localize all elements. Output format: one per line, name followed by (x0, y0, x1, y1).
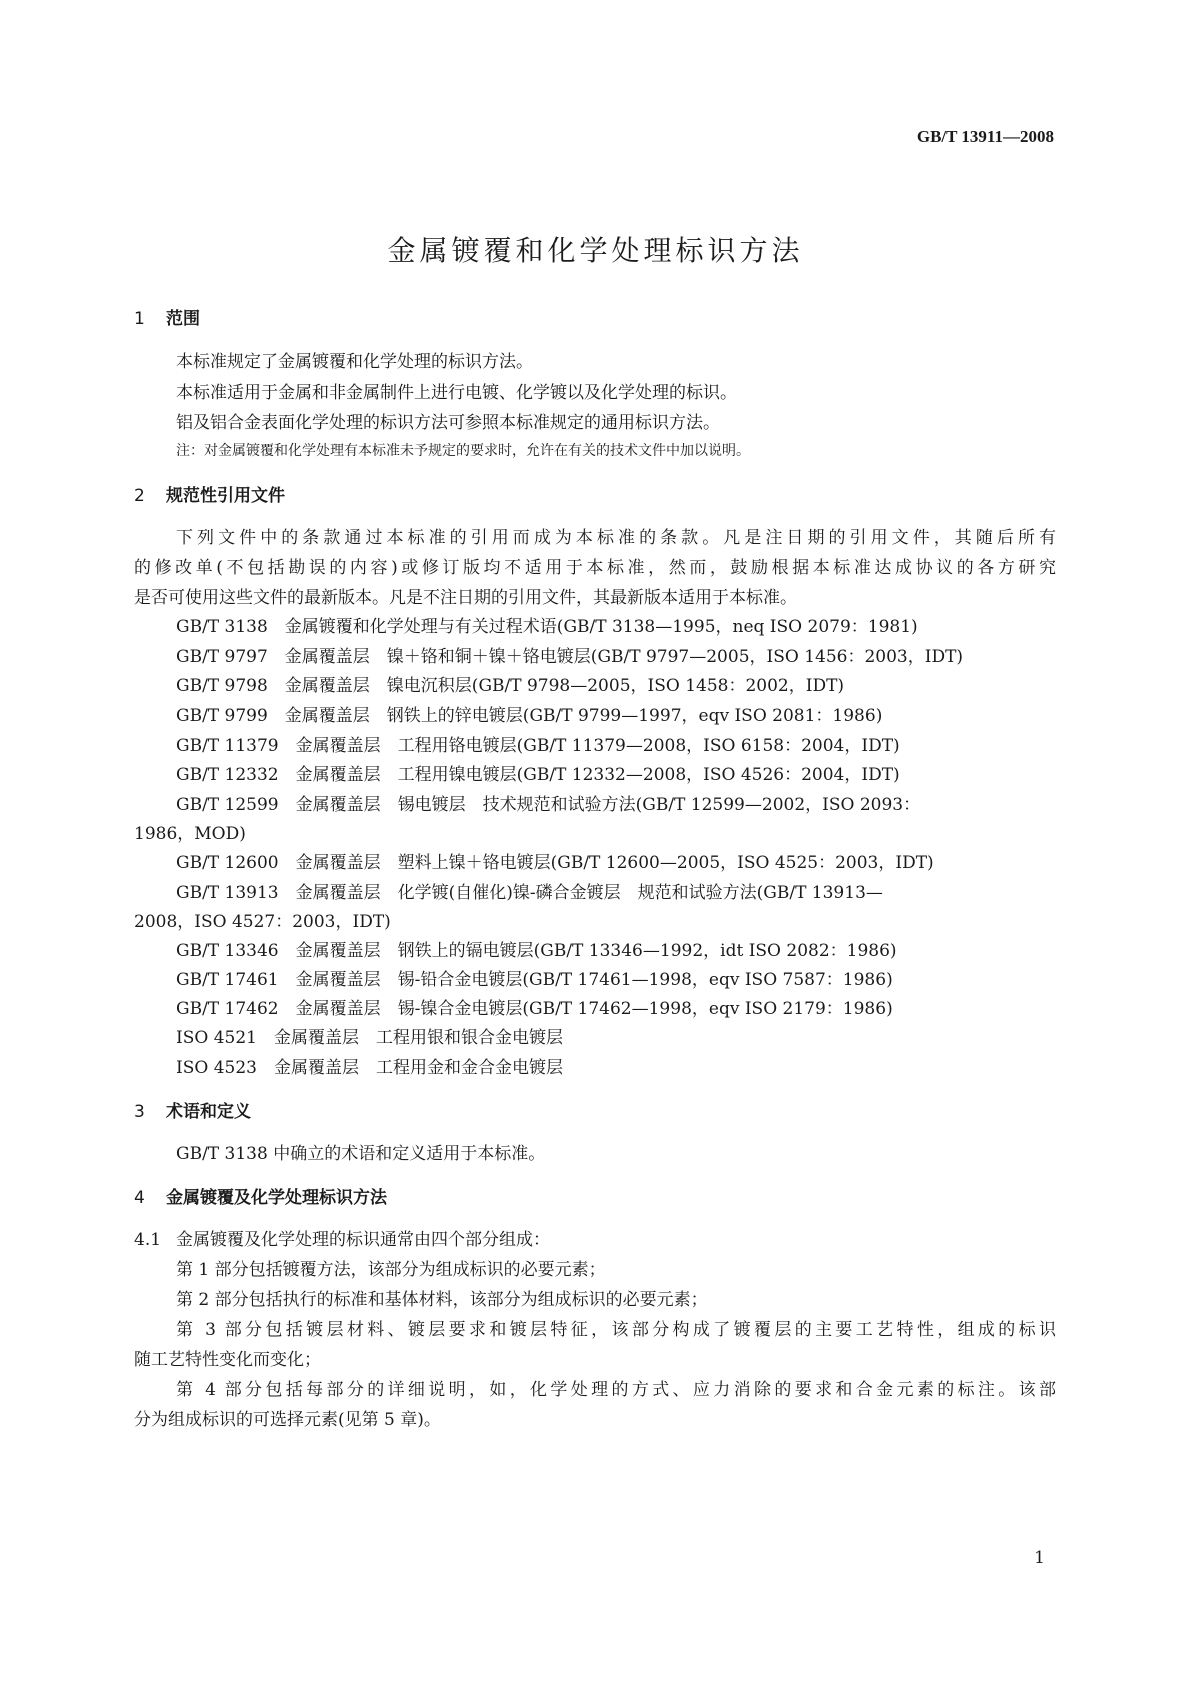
paragraph-line: 分为组成标识的可选择元素(见第 5 章)。 (134, 1410, 441, 1430)
section-number: 4 (134, 1188, 145, 1208)
paragraph: 本标准适用于金属和非金属制件上进行电镀、化学镀以及化学处理的标识。 (176, 383, 737, 403)
section-number: 1 (134, 309, 145, 329)
reference-item-continued: 1986，MOD) (134, 824, 246, 844)
paragraph: GB/T 3138 中确立的术语和定义适用于本标准。 (176, 1144, 546, 1164)
paragraph: 本标准规定了金属镀覆和化学处理的标识方法。 (176, 352, 533, 372)
reference-item: ISO 4521 金属覆盖层 工程用银和银合金电镀层 (176, 1028, 563, 1048)
section-title: 金属镀覆及化学处理标识方法 (166, 1188, 387, 1208)
clause-text: 金属镀覆及化学处理的标识通常由四个部分组成： (176, 1230, 550, 1250)
section-title: 规范性引用文件 (166, 486, 285, 506)
reference-item: GB/T 9797 金属覆盖层 镍＋铬和铜＋镍＋铬电镀层(GB/T 9797—2005，ISO 1456：2003，IDT) (176, 647, 964, 667)
reference-item: GB/T 13913 金属覆盖层 化学镀(自催化)镍-磷合金镀层 规范和试验方法(GB/T 13913— (176, 883, 883, 903)
standard-number: GB/T 13911—2008 (916, 127, 1054, 146)
paragraph-line: 第 3 部分包括镀层材料、镀层要求和镀层特征，该部分构成了镀覆层的主要工艺特性，组成的标识 (176, 1320, 1056, 1340)
reference-item: GB/T 9799 金属覆盖层 钢铁上的锌电镀层(GB/T 9799—1997，eqv ISO 2081：1986) (176, 706, 883, 726)
reference-item-continued: 2008，ISO 4527：2003，IDT) (134, 912, 391, 932)
reference-item: GB/T 17461 金属覆盖层 锡-铅合金电镀层(GB/T 17461—1998，eqv ISO 7587：1986) (176, 970, 893, 990)
section-number: 3 (134, 1102, 145, 1122)
section-title: 术语和定义 (166, 1102, 251, 1122)
reference-item: GB/T 12332 金属覆盖层 工程用镍电镀层(GB/T 12332—2008，ISO 4526：2004，IDT) (176, 765, 900, 785)
paragraph: 第 2 部分包括执行的标准和基体材料，该部分为组成标识的必要元素； (176, 1290, 708, 1310)
reference-item: GB/T 12600 金属覆盖层 塑料上镍＋铬电镀层(GB/T 12600—2005，ISO 4525：2003，IDT) (176, 853, 934, 873)
section-1-heading (134, 304, 200, 329)
clause-4-1 (134, 1225, 550, 1250)
section-2-heading (134, 481, 285, 506)
paragraph-line: 第 4 部分包括每部分的详细说明，如，化学处理的方式、应力消除的要求和合金元素的标注。该部 (176, 1380, 1056, 1400)
section-title: 范围 (166, 309, 200, 329)
reference-item: GB/T 11379 金属覆盖层 工程用铬电镀层(GB/T 11379—2008，ISO 6158：2004，IDT) (176, 736, 900, 756)
note: 注：对金属镀覆和化学处理有本标准未予规定的要求时，允许在有关的技术文件中加以说明。 (176, 443, 750, 459)
clause-number: 4.1 (134, 1230, 162, 1250)
section-number: 2 (134, 486, 145, 506)
document-title: 金属镀覆和化学处理标识方法 (387, 234, 804, 267)
paragraph-line: 的修改单(不包括勘误的内容)或修订版均不适用于本标准，然而，鼓励根据本标准达成协议的各方研究 (134, 558, 1056, 578)
paragraph: 第 1 部分包括镀覆方法，该部分为组成标识的必要元素； (176, 1260, 606, 1280)
reference-item: GB/T 17462 金属覆盖层 锡-镍合金电镀层(GB/T 17462—1998，eqv ISO 2179：1986) (176, 999, 893, 1019)
reference-item: GB/T 3138 金属镀覆和化学处理与有关过程术语(GB/T 3138—1995，neq ISO 2079：1981) (176, 617, 918, 637)
reference-item: GB/T 9798 金属覆盖层 镍电沉积层(GB/T 9798—2005，ISO 1458：2002，IDT) (176, 676, 845, 696)
reference-item: GB/T 13346 金属覆盖层 钢铁上的镉电镀层(GB/T 13346—1992，idt ISO 2082：1986) (176, 941, 897, 961)
reference-item: ISO 4523 金属覆盖层 工程用金和金合金电镀层 (176, 1058, 563, 1078)
paragraph: 铝及铝合金表面化学处理的标识方法可参照本标准规定的通用标识方法。 (176, 413, 720, 433)
paragraph-line: 是否可使用这些文件的最新版本。凡是不注日期的引用文件，其最新版本适用于本标准。 (134, 588, 797, 608)
section-3-heading (134, 1097, 251, 1122)
paragraph-line: 随工艺特性变化而变化； (134, 1350, 321, 1370)
paragraph-line: 下列文件中的条款通过本标准的引用而成为本标准的条款。凡是注日期的引用文件，其随后所有 (176, 528, 1056, 548)
reference-item: GB/T 12599 金属覆盖层 锡电镀层 技术规范和试验方法(GB/T 12599—2002，ISO 2093： (176, 795, 921, 815)
page-number: 1 (1034, 1548, 1045, 1568)
section-4-heading (134, 1183, 387, 1208)
